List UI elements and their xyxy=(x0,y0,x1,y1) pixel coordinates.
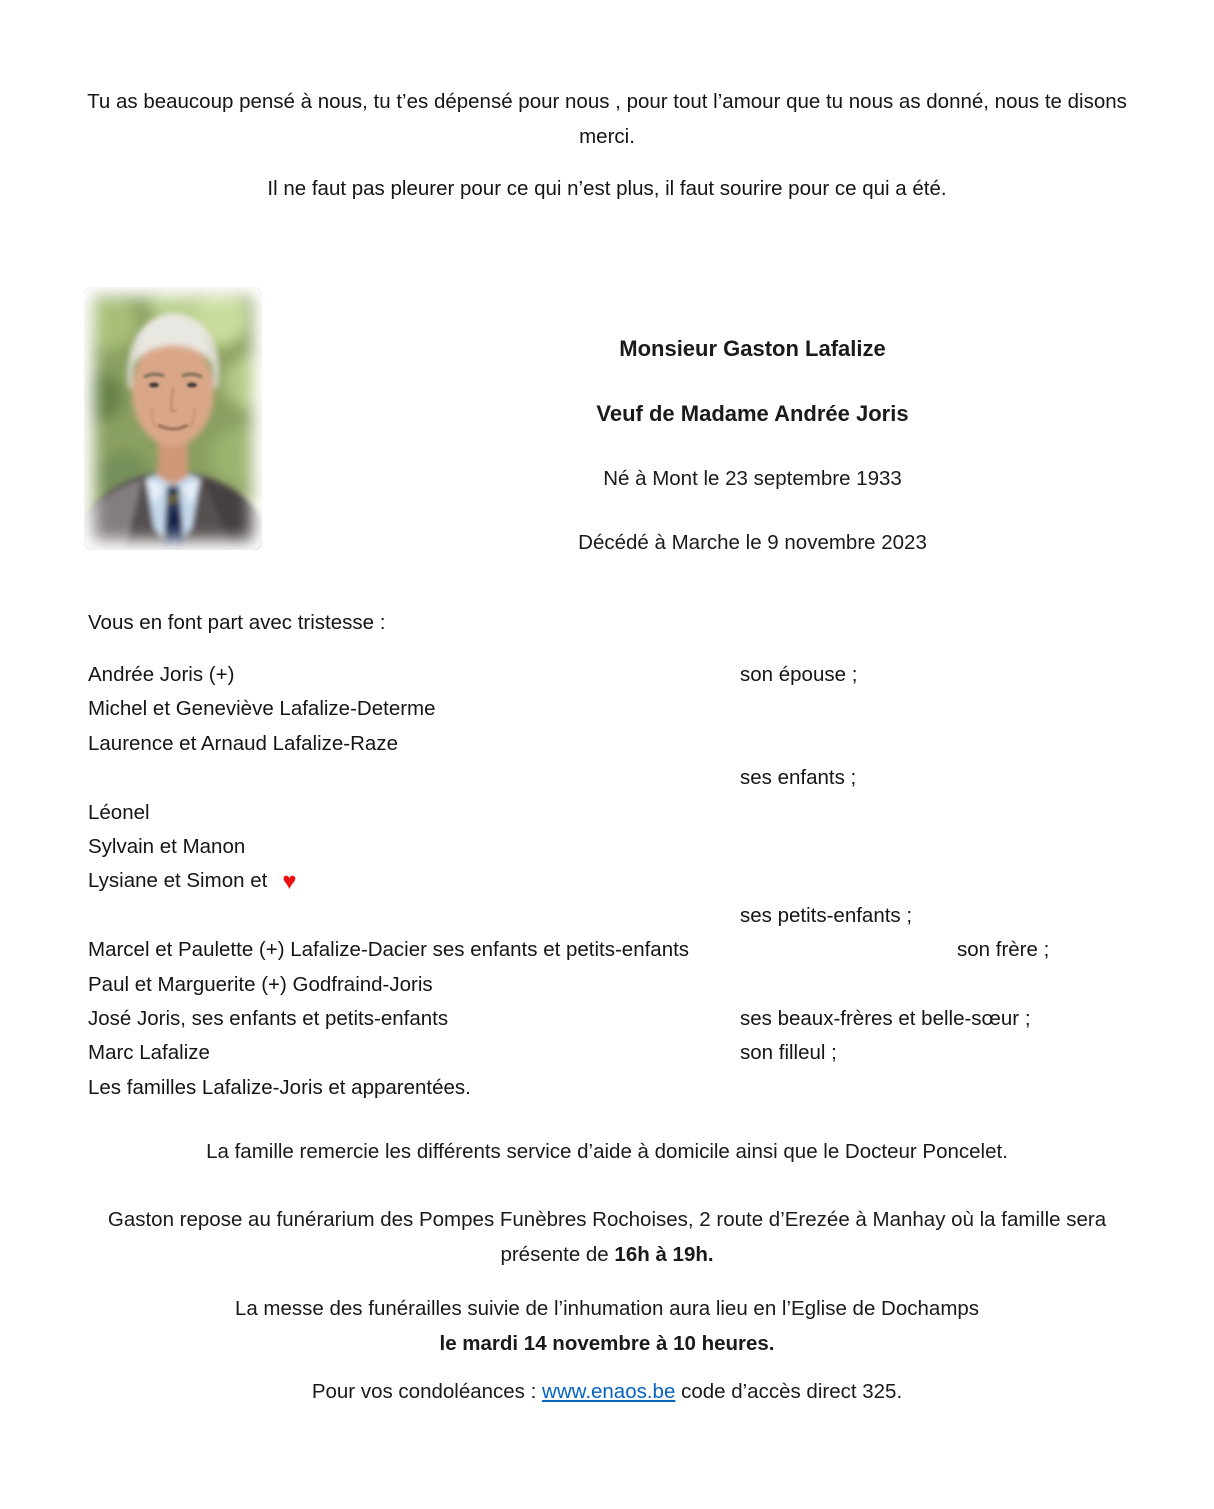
family-row xyxy=(88,1076,1168,1110)
family-row xyxy=(88,1041,1168,1075)
deceased-name: Monsieur Gaston Lafalize xyxy=(619,336,886,361)
repose-text: Gaston repose au funérarium des Pompes Funèbres Rochoises, 2 route d’Erezée à Manhay où la famille sera présente de xyxy=(107,1208,1107,1266)
quote-first: Tu as beaucoup pensé à nous, tu t’es dépensé pour nous , pour tout l’amour que tu nous as donné, nous te disons merci. xyxy=(87,90,1127,148)
family-row xyxy=(88,904,1168,938)
repose-paragraph xyxy=(77,1203,1137,1272)
death-line: Décédé à Marche le 9 novembre 2023 xyxy=(578,531,927,554)
family-row xyxy=(88,1007,1168,1041)
relation-label: son filleul ; xyxy=(740,1041,837,1065)
identity-block xyxy=(300,330,1205,555)
relation-label: ses enfants ; xyxy=(740,766,857,790)
family-row xyxy=(88,835,1168,869)
condolences-line xyxy=(57,1380,1157,1404)
portrait-illustration xyxy=(84,287,262,550)
condolences-suffix: code d’accès direct 325. xyxy=(675,1380,903,1403)
family-name: Lysiane et Simon et xyxy=(88,869,268,893)
family-name: Marc Lafalize xyxy=(88,1041,210,1065)
family-intro: Vous en font part avec tristesse : xyxy=(88,611,386,634)
relation-label: son frère ; xyxy=(957,938,1050,962)
family-name: José Joris, ses enfants et petits-enfants xyxy=(88,1006,449,1030)
portrait-photo xyxy=(84,287,262,550)
family-name: Léonel xyxy=(88,800,150,824)
family-row xyxy=(88,766,1168,800)
family-name: Andrée Joris (+) xyxy=(88,663,235,686)
deceased-subtitle: Veuf de Madame Andrée Joris xyxy=(596,401,909,426)
mass-line1: La messe des funérailles suivie de l’inhumation aura lieu en l’Eglise de Dochamps xyxy=(234,1297,980,1320)
family-name: Michel et Geneviève Lafalize-Determe xyxy=(88,697,436,721)
condolences-prefix: Pour vos condoléances : xyxy=(311,1380,543,1403)
family-row xyxy=(88,663,1168,697)
relation-label: ses beaux-frères et belle-sœur ; xyxy=(740,1006,1031,1030)
repose-hours: 16h à 19h. xyxy=(614,1242,714,1266)
family-section xyxy=(88,611,1168,1110)
birth-line: Né à Mont le 23 septembre 1933 xyxy=(603,467,902,490)
enaos-link[interactable]: www.enaos.be xyxy=(542,1380,676,1403)
mass-line2: le mardi 14 novembre à 10 heures. xyxy=(439,1331,775,1355)
family-name: Sylvain et Manon xyxy=(88,834,246,858)
mass-paragraph xyxy=(57,1292,1157,1361)
family-row xyxy=(88,801,1168,835)
quote-second: Il ne faut pas pleurer pour ce qui n’est plus, il faut sourire pour ce qui a été. xyxy=(267,177,947,200)
family-name: Laurence et Arnaud Lafalize-Raze xyxy=(88,731,398,755)
thanks-paragraph: La famille remercie les différents service d’aide à domicile ainsi que le Docteur Poncelet. xyxy=(206,1140,1008,1163)
heart-icon: ♥ xyxy=(282,868,297,896)
family-row xyxy=(88,697,1168,731)
family-row xyxy=(88,938,1168,972)
relation-label: son épouse ; xyxy=(740,663,858,686)
family-name: Les familles Lafalize-Joris et apparentées. xyxy=(88,1075,471,1099)
family-name: Marcel et Paulette (+) Lafalize-Dacier ses enfants et petits-enfants xyxy=(88,938,690,962)
family-name: Paul et Marguerite (+) Godfraind-Joris xyxy=(88,972,433,996)
family-row xyxy=(88,869,1168,903)
family-row xyxy=(88,732,1168,766)
relation-label: ses petits-enfants ; xyxy=(740,903,913,927)
family-row xyxy=(88,973,1168,1007)
